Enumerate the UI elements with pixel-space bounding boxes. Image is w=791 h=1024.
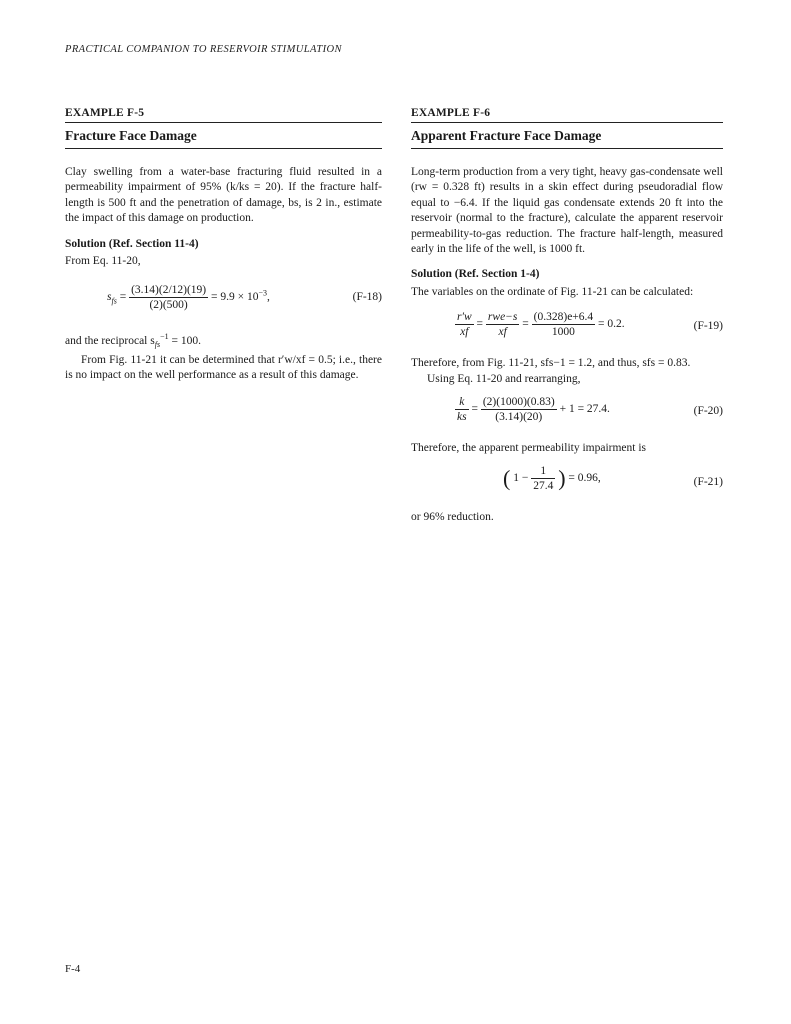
page-number: F-4: [65, 963, 81, 975]
eq2-f2-den: xf: [498, 326, 507, 339]
eq2-f1-num: r′w: [457, 311, 472, 324]
divider: [65, 122, 382, 123]
eq1-fraction: [129, 283, 208, 312]
eq4-num: 1: [540, 465, 547, 478]
example-f5-solution-heading: Solution (Ref. Section 11-4): [65, 237, 199, 250]
equation-f21: ( 1 − $\frac{1}{27.4}$ ) = 0.96, (F-21): [503, 465, 723, 493]
eq4-number: (F-21): [693, 476, 723, 489]
eq2-number: (F-19): [693, 320, 723, 333]
eq4-result: = 0.96,: [568, 472, 601, 485]
divider: [411, 122, 723, 123]
eq3-fraction-2: [481, 395, 557, 424]
divider: [411, 148, 723, 149]
eq3-result: + 1 = 27.4.: [559, 403, 610, 416]
example-f6-column: [411, 106, 723, 526]
eq2-fraction-1: [455, 310, 474, 339]
eq4-fraction: [531, 464, 555, 493]
eq1-lhs: s: [107, 291, 112, 304]
example-f6-label: EXAMPLE F-6: [411, 107, 491, 119]
example-f5-column: [65, 106, 382, 384]
eq2-f2-num: rwe−s: [487, 311, 518, 324]
eq1-exponent: −3: [258, 288, 268, 298]
example-f6-title: Apparent Fracture Face Damage: [411, 128, 602, 143]
eq3-fraction-1: [455, 395, 469, 424]
variables-text: The variables on the ordinate of Fig. 11-21 can be calculated:: [411, 285, 694, 298]
example-f5-title: Fracture Face Damage: [65, 128, 197, 143]
from-eq-text: From Eq. 11-20,: [65, 255, 141, 268]
eq1-result: = 9.9 × 10: [211, 291, 259, 304]
divider: [65, 148, 382, 149]
reciprocal-sup: −1: [160, 332, 169, 342]
eq1-numerator: (3.14)(2/12)(19): [131, 284, 207, 297]
equation-f18: $s_{fs}$ = $\frac{(3.14)(2/12)(19)}{(2)(500)}$ = $9.9 \times 10^{-3}$, (F-18): [107, 284, 382, 312]
eq3-number: (F-20): [693, 405, 723, 418]
example-f5-problem: Clay swelling from a water-base fracturing fluid resulted in a permeability impairment of 95% (k/ks = 20). If the fracture half-length is 500 ft and the penetration of damage, bs, is 2 in., estimate the impact of this damage on production.: [65, 166, 382, 225]
example-f5-label: EXAMPLE F-5: [65, 107, 145, 119]
eq1-number: (F-18): [352, 291, 382, 304]
therefore-text-1: Therefore, from Fig. 11-21, sfs−1 = 1.2, and thus, sfs = 0.83.: [411, 357, 691, 370]
eq2-f3-num: (0.328)e+6.4: [533, 311, 594, 324]
using-eq-text: Using Eq. 11-20 and rearranging,: [427, 372, 581, 385]
eq3-f2-num: (2)(1000)(0.83): [482, 396, 555, 409]
eq2-f3-den: 1000: [551, 326, 575, 339]
eq2-fraction-3: [532, 310, 596, 339]
eq1-denominator: (2)(500): [149, 299, 188, 312]
reciprocal-sub: fs: [154, 340, 161, 350]
example-f6-solution-heading: Solution (Ref. Section 1-4): [411, 268, 540, 281]
eq1-trail: ,: [267, 291, 270, 304]
eq1-lhs-sub: fs: [111, 296, 117, 306]
eq2-f1-den: xf: [460, 326, 469, 339]
running-head: PRACTICAL COMPANION TO RESERVOIR STIMULATION: [65, 44, 342, 55]
reciprocal-text-end: = 100.: [168, 335, 201, 348]
eq3-f2-den: (3.14)(20): [495, 411, 543, 424]
equation-f20: $\frac{k}{ks}$ = $\frac{(2)(1000)(0.83)}{(3.14)(20)}$ + 1 = 27.4. (F-20): [457, 396, 723, 424]
eq2-fraction-2: [486, 310, 520, 339]
eq4-one-minus: 1 −: [513, 472, 529, 485]
example-f6-problem: Long-term production from a very tight, heavy gas-condensate well (rw = 0.328 ft) results in a skin effect during pseudoradial flow equal to −6.4. If the liquid gas condensate extends 20 ft into the reservoir (normal to the fracture), calculate the apparent reservoir permeability-to-gas reduction. The fracture half-length, measured early in the life of the well, is 1000 ft.: [411, 166, 723, 256]
eq3-f1-num: k: [459, 396, 465, 409]
equation-f19: $\frac{r'w}{xf}$ = $\frac{\text{rwe−s}}{xf}$ = $\frac{(0.328)e+6.4}{1000}$ = 0.2. (F-19): [457, 311, 723, 339]
therefore-text-2: Therefore, the apparent permeability impairment is: [411, 442, 647, 455]
eq4-den: 27.4: [533, 480, 554, 493]
example-f5-conclusion: From Fig. 11-21 it can be determined that r′w/xf = 0.5; i.e., there is no impact on the well performance as a result of this damage.: [65, 353, 382, 382]
reciprocal-text-start: and the reciprocal s: [65, 335, 155, 348]
eq3-f1-den: ks: [457, 411, 467, 424]
reciprocal-text: [65, 329, 382, 353]
closing-text: or 96% reduction.: [411, 511, 494, 524]
eq2-result: = 0.2.: [598, 318, 625, 331]
